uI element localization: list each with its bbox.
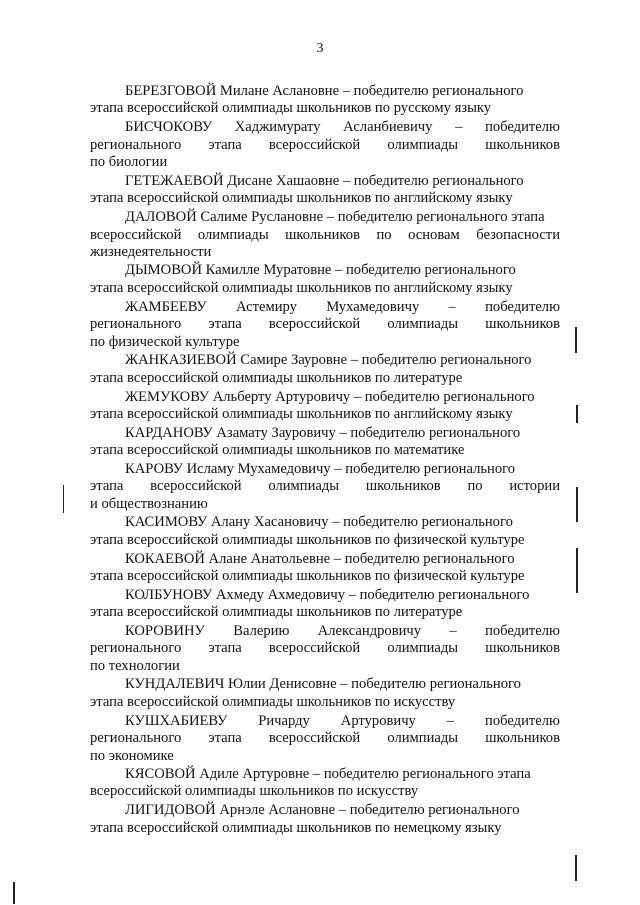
text-line	[90, 623, 560, 640]
word: этапа	[208, 136, 242, 153]
text-line: ГЕТЕЖАЕВОЙ Дисане Хашаовне – победителю регионального	[125, 172, 524, 189]
awardee-paragraph	[90, 389, 560, 424]
scan-mark-right-5	[575, 855, 577, 881]
text-line: КЯСОВОЙ Адиле Артуровне – победителю регионального этапа	[125, 766, 531, 783]
text-line: этапа всероссийской олимпиады школьников по английскому языку	[90, 190, 513, 207]
word: БИСЧОКОВУ	[125, 119, 213, 136]
word: школьников	[285, 226, 360, 243]
scan-mark-right-3	[576, 487, 578, 522]
text-line	[90, 640, 560, 657]
word: регионального	[90, 136, 182, 153]
text-line: жизнедеятельности	[90, 243, 212, 260]
awardee-paragraph	[90, 425, 560, 460]
word: этапа	[208, 640, 242, 657]
awardee-paragraph	[90, 83, 560, 118]
awardee-paragraph	[90, 352, 560, 387]
word: всероссийской	[268, 136, 361, 153]
text-line	[90, 227, 560, 244]
text-line	[90, 119, 560, 136]
word: основам	[408, 226, 460, 243]
word: всероссийской	[268, 640, 361, 657]
word: Александровичу	[317, 623, 422, 639]
page-number: 3	[316, 41, 324, 56]
word: по	[467, 478, 483, 495]
text-line: КАРДАНОВУ Азамату Зауровичу – победителю регионального	[125, 424, 521, 441]
awardee-paragraph	[90, 262, 560, 297]
word: этапа	[90, 478, 124, 495]
word: Артуровичу	[340, 712, 416, 729]
awardee-paragraph	[90, 713, 560, 765]
text-line: ДЫМОВОЙ Камилле Муратовне – победителю регионального	[125, 262, 516, 279]
text-line: этапа всероссийской олимпиады школьников по русскому языку	[90, 100, 492, 117]
word: олимпиады	[387, 730, 459, 747]
word: КУШХАБИЕВУ	[125, 712, 228, 729]
text-line: этапа всероссийской олимпиады школьников по физической культуре	[90, 568, 525, 585]
text-line: ДАЛОВОЙ Салиме Руслановне – победителю регионального этапа	[125, 209, 545, 226]
word: всероссийской	[90, 226, 182, 243]
text-line: КОКАЕВОЙ Алане Анатольевне – победителю регионального	[125, 550, 515, 567]
word: –	[448, 298, 456, 315]
word: ЖАМБЕЕВУ	[125, 298, 207, 315]
word: олимпиады	[197, 226, 269, 243]
text-line: по биологии	[90, 154, 168, 171]
text-line: и обществознанию	[90, 495, 208, 512]
text-line: по технологии	[90, 657, 180, 674]
text-line: по экономике	[90, 747, 174, 764]
text-line: всероссийской олимпиады школьников по искусству	[90, 783, 419, 800]
awardee-paragraph	[90, 299, 560, 351]
word: по	[376, 226, 392, 243]
scan-mark-left-2	[13, 882, 15, 904]
word: школьников	[365, 478, 441, 495]
awardee-paragraph	[90, 623, 560, 675]
text-line: ЛИГИДОВОЙ Арнэле Аслановне – победителю регионального	[125, 802, 520, 819]
word: Валерию	[233, 623, 290, 639]
awardee-paragraph	[90, 461, 560, 513]
text-line: этапа всероссийской олимпиады школьников по физической культуре	[90, 531, 525, 548]
word: олимпиады	[387, 316, 459, 333]
text-line: ЖАНКАЗИЕВОЙ Самире Зауровне – победителю регионального	[125, 352, 532, 369]
word: –	[449, 623, 457, 639]
word: безопасности	[476, 226, 560, 243]
awardee-paragraph	[90, 802, 560, 837]
scan-mark-left-1	[63, 485, 64, 513]
text-line: КАРОВУ Исламу Мухамедовичу – победителю регионального	[125, 460, 516, 477]
awardee-paragraph	[90, 514, 560, 549]
word: Асланбиевичу	[343, 119, 433, 136]
word: Ричарду	[258, 712, 310, 729]
scan-mark-right-2	[576, 405, 578, 423]
text-line: ЖЕМУКОВУ Альберту Артуровичу – победителю регионального	[125, 388, 535, 405]
word: всероссийской	[268, 316, 361, 333]
word: Хаджимурату	[234, 119, 321, 136]
text-line: этапа всероссийской олимпиады школьников по литературе	[90, 604, 463, 621]
word: победителю	[485, 712, 560, 729]
word: олимпиады	[268, 478, 340, 495]
word: регионального	[90, 316, 182, 333]
awardees-list	[90, 83, 560, 838]
awardee-paragraph	[90, 209, 560, 261]
text-line: этапа всероссийской олимпиады школьников по английскому языку	[90, 405, 513, 422]
text-line: этапа всероссийской олимпиады школьников по литературе	[90, 369, 463, 386]
text-line: КУНДАЛЕВИЧ Юлии Денисовне – победителю регионального	[125, 676, 521, 693]
word: –	[455, 119, 463, 136]
word: этапа	[208, 316, 242, 333]
word: регионального	[90, 640, 182, 657]
word: –	[446, 712, 455, 729]
text-line: этапа всероссийской олимпиады школьников по немецкому языку	[90, 819, 502, 836]
awardee-paragraph	[90, 173, 560, 208]
text-line: КАСИМОВУ Алану Хасановичу – победителю регионального	[125, 514, 513, 531]
awardee-paragraph	[90, 119, 560, 171]
text-line	[90, 713, 560, 730]
word: всероссийской	[150, 478, 242, 495]
text-line: этапа всероссийской олимпиады школьников по искусству	[90, 693, 456, 710]
word: школьников	[485, 640, 560, 657]
word: всероссийской	[268, 730, 361, 747]
word: этапа	[208, 730, 242, 747]
word: Мухамедовичу	[326, 298, 420, 315]
text-line	[90, 316, 560, 333]
text-line: КОЛБУНОВУ Ахмеду Ахмедовичу – победителю регионального	[125, 586, 530, 603]
text-line: БЕРЕЗГОВОЙ Милане Аслановне – победителю регионального	[125, 83, 524, 99]
awardee-paragraph	[90, 766, 560, 801]
word: школьников	[485, 316, 560, 333]
word: школьников	[485, 136, 560, 153]
text-line	[90, 730, 560, 747]
word: школьников	[485, 730, 560, 747]
text-line: по физической культуре	[90, 333, 240, 350]
word: победителю	[485, 623, 560, 639]
scan-mark-right-1	[575, 327, 577, 353]
word: победителю	[485, 298, 560, 315]
text-line	[90, 137, 560, 154]
awardee-paragraph	[90, 587, 560, 622]
text-line	[90, 478, 560, 495]
word: олимпиады	[387, 136, 459, 153]
word: регионального	[90, 730, 182, 747]
text-line: этапа всероссийской олимпиады школьников по английскому языку	[90, 279, 513, 296]
word: олимпиады	[387, 640, 459, 657]
word: истории	[509, 478, 560, 495]
awardee-paragraph	[90, 551, 560, 586]
text-line: этапа всероссийской олимпиады школьников по математике	[90, 441, 465, 458]
word: Астемиру	[235, 298, 297, 315]
text-line	[90, 299, 560, 316]
word: КОРОВИНУ	[125, 623, 205, 639]
scan-mark-right-4	[576, 548, 578, 593]
awardee-paragraph	[90, 676, 560, 711]
word: победителю	[485, 119, 560, 136]
